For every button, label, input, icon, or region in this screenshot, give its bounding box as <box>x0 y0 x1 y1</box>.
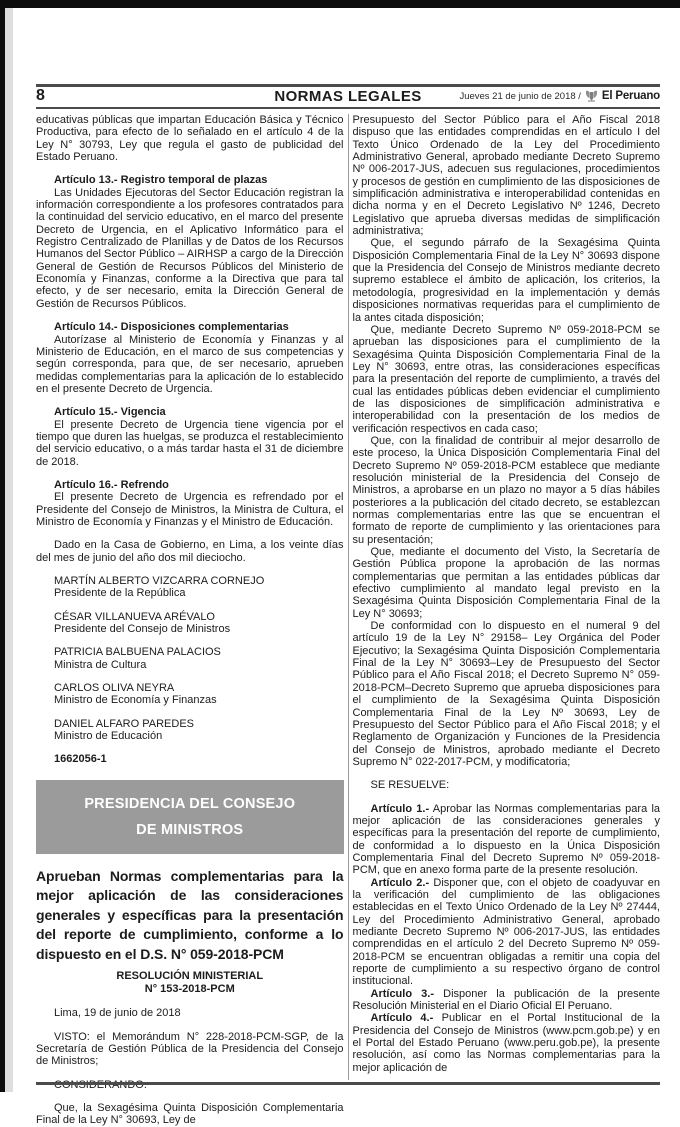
article-heading: Artículo 15.- Vigencia <box>54 406 166 419</box>
peru-coat-of-arms-icon <box>585 90 598 102</box>
paragraph: El presente Decreto de Urgencia es refrendado por el Presidente del Consejo de Ministros, la Ministra de Cultura, el Ministro de Economía y Finanzas y el Ministro de Educación. <box>36 491 344 528</box>
paragraph: Lima, 19 de junio de 2018 <box>54 1007 181 1020</box>
article-heading: Artículo 13.- Registro temporal de plazas <box>54 174 268 187</box>
publication-code: 1662056-1 <box>54 753 107 766</box>
signatory-name: CÉSAR VILLANUEVA ARÉVALO <box>54 610 215 623</box>
resolution-number-line: N° 153-2018-PCM <box>144 983 235 996</box>
paragraph: Autorízase al Ministerio de Economía y Finanzas y al Ministerio de Educación, en el marco de sus competencias y según corresponda, para que, de ser necesario, aprueben medidas complementarias para la aplicación de lo establecido en el presente Decreto de Urgencia. <box>36 333 344 395</box>
section-banner <box>36 780 344 854</box>
article-label: Artículo 2.- <box>370 876 430 889</box>
signatory-name: PATRICIA BALBUENA PALACIOS <box>54 646 221 659</box>
paragraph: VISTO: el Memorándum N° 228-2018-PCM-SGP, de la Secretaría de Gestión Pública de la Presidencia del Consejo de Ministros; <box>36 1030 344 1068</box>
article-heading: Artículo 14.- Disposiciones complementarias <box>54 321 289 334</box>
paragraph: Que, mediante Decreto Supremo Nº 059-2018-PCM se aprueban las disposiciones para el cumplimiento de la Sexagésima Quinta Disposición Complementaria Final de la Ley N° 30693, entre otras, las consideraciones específicas para la presentación del reporte de cumplimiento, a través del cual las entidades públicas deben evidenciar el cumplimiento de las disposiciones de simplificación administrativa e interoperabilidad con la presentación de los medios de verificación respectivos en cada caso; <box>352 323 660 435</box>
paragraph: De conformidad con lo dispuesto en el numeral 9 del artículo 19 de la Ley N° 29158– Ley Orgánica del Poder Ejecutivo; la Sexagésima Quinta Disposición Complementaria Final de la Ley N° 30693–Ley de Presupuesto del Sector Público para el Año Fiscal 2018; el Decreto Supremo N° 059-2018-PCM–Decreto Supremo que aprueba disposiciones para el cumplimiento de la Sexagésima Quinta Disposición Complementaria Final de la Ley Nº 30693, Ley de Presupuesto del Sector Público para el Año Fiscal 2018; y el Reglamento de Organización y Funciones de la Presidencia del Consejo de Ministros, aprobado mediante el Decreto Supremo N° 022-2017-PCM, y modificatoria; <box>352 620 660 768</box>
brand-name: El Peruano <box>601 90 660 102</box>
article-label: Artículo 4.- <box>370 1012 434 1025</box>
signatory-role: Ministro de Educación <box>54 730 163 743</box>
signatory-role: Ministra de Cultura <box>54 658 147 671</box>
paragraph: Que, el segundo párrafo de la Sexagésima Quinta Disposición Complementaria Final de la Ley N° 30693 dispone que la Presidencia del Consejo de Ministros mediante decreto supremo establece el ámbito de aplicación, los criterios, la metodología, progresividad en la implementación y demás disposiciones normativas requeridas para el cumplimiento de la antes citada disposición; <box>352 237 660 324</box>
scan-edge-top <box>0 0 680 8</box>
paragraph: educativas públicas que impartan Educación Básica y Técnico Productiva, para efecto de lo señalado en el artículo 4 de la Ley N° 30793, Ley que regula el gasto de publicidad del Estado Peruano. <box>36 114 344 164</box>
paragraph: Que, la Sexagésima Quinta Disposición Complementaria Final de la Ley N° 30693, Ley de <box>36 1102 344 1127</box>
section-banner-line: DE MINISTROS <box>136 821 244 838</box>
left-column <box>36 114 344 1127</box>
paragraph: SE RESUELVE: <box>370 779 450 792</box>
signature-block <box>36 682 344 707</box>
column-divider <box>348 114 349 1080</box>
paragraph: Presupuesto del Sector Público para el Año Fiscal 2018 dispuso que las entidades comprendidas en el artículo I del Texto Único Ordenado de la Ley del Procedimiento Administrativo General, aprobado mediante Decreto Supremo Nº 006-2017-JUS, adecuen sus regulaciones, procedimientos y procesos de gestión en cumplimiento de las disposiciones de simplificación administrativa e interoperabilidad contenidas en dicha norma y en el Decreto Legislativo Nº 1246, Decreto Legislativo que aprueba diversas medidas de simplificación administrativa; <box>352 114 660 238</box>
signatory-name: MARTÍN ALBERTO VIZCARRA CORNEJO <box>54 575 265 587</box>
masthead-title: NORMAS LEGALES <box>274 87 422 105</box>
paragraph: Dado en la Casa de Gobierno, en Lima, a los veinte días del mes de junio del año dos mil dieciocho. <box>36 539 344 564</box>
paragraph: Las Unidades Ejecutoras del Sector Educación registran la información correspondiente a los profesores contratados para la continuidad del servicio educativo, en el marco del presente Decreto de Urgencia, en el Aplicativo Informático para el Registro Centralizado de Planillas y de Datos de los Recursos Humanos del Sector Público – AIRHSP a cargo de la Dirección General de Gestión de Recursos Públicos del Ministerio de Economía y Finanzas, conforme a la Directiva que para tal efecto, y de ser necesario, emita la Dirección General de Gestión de Recursos Públicos. <box>36 186 344 310</box>
signature-block <box>36 611 344 636</box>
resolution-number-line: RESOLUCIÓN MINISTERIAL <box>116 970 264 983</box>
signatory-name: CARLOS OLIVA NEYRA <box>54 682 175 695</box>
page-header <box>36 86 660 106</box>
signature-block <box>36 718 344 743</box>
resolution-title: Aprueban Normas complementarias para la mejor aplicación de las consideraciones generales y específicas para la presentación del reporte de cumplimiento, conforme a lo dispuesto en el D.S. N° 059-2018-PCM <box>36 867 344 962</box>
paragraph: Artículo 4.- Publicar en el Portal Institucional de la Presidencia del Consejo de Ministros (www.pcm.gob.pe) y en el Portal del Estado Peruano (www.peru.gob.pe), la presente resolución, así como las Normas complementarias para la mejor aplicación de <box>352 1012 660 1074</box>
signature-block <box>36 646 344 671</box>
paragraph: Artículo 3.- Disponer la publicación de la presente Resolución Ministerial en el Diario Oficial El Peruano. <box>352 987 661 1013</box>
article-body <box>36 114 661 1127</box>
resolution-number <box>36 970 344 996</box>
header-dateline <box>459 90 660 102</box>
scan-edge-left-shadow <box>5 8 13 1092</box>
paragraph: Que, mediante el documento del Visto, la Secretaría de Gestión Pública propone la aprobación de las normas complementarias que permitan a las entidades públicas dar efectivo cumplimiento al mandato legal previsto en la Sexagésima Quinta Disposición Complementaria Final de la Ley N° 30693; <box>352 546 660 620</box>
page-number: 8 <box>36 87 45 104</box>
paragraph: El presente Decreto de Urgencia tiene vigencia por el tiempo que duren las huelgas, se produzca el restablecimiento del servicio educativo, o a más tardar hasta el 31 de diciembre de 2018. <box>36 418 344 468</box>
signatory-role: Presidente de la República <box>54 587 186 600</box>
signatory-name: DANIEL ALFARO PAREDES <box>54 717 194 730</box>
signature-block <box>36 575 344 600</box>
signatory-role: Ministro de Economía y Finanzas <box>54 694 217 707</box>
section-banner-line: PRESIDENCIA DEL CONSEJO <box>84 795 296 812</box>
header-date-text: Jueves 21 de junio de 2018 / <box>459 90 581 102</box>
right-column <box>353 114 661 1080</box>
paragraph: Que, con la finalidad de contribuir al mejor desarrollo de este proceso, la Única Disposición Complementaria Final del Decreto Supremo Nº 059-2018-PCM establece que mediante resolución ministerial de la Presidencia del Consejo de Ministros, a aprobarse en un plazo no mayor a 5 días hábiles posteriores a la publicación del citado decreto, se establezcan normas complementarias entre las que se encuentran el formato de reporte de cumplimiento y las orientaciones para su presentación; <box>352 434 660 546</box>
article-label: Artículo 1.- <box>370 802 430 815</box>
paragraph: Artículo 1.- Aprobar las Normas complementarias para la mejor aplicación de las consideraciones generales y específicas para la presentación del reporte de cumplimiento, de conformidad a lo dispuesto en la Única Disposición Complementaria Final del Decreto Supremo Nº 059-2018-PCM, que en anexo forma parte de la presente resolución. <box>352 802 661 877</box>
header-bottom-rule <box>36 107 660 109</box>
signatory-role: Presidente del Consejo de Ministros <box>54 623 231 636</box>
footer-rule <box>36 1082 660 1085</box>
article-heading: Artículo 16.- Refrendo <box>54 478 169 491</box>
article-label: Artículo 3.- <box>370 987 435 1000</box>
paragraph: Artículo 2.- Disponer que, con el objeto de coadyuvar en la verificación del cumplimiento de las obligaciones establecidas en el Texto Único Ordenado de la Ley Nº 27444, Ley del Procedimiento Administrativo General, aprobado mediante Decreto Supremo Nº 006-2017-JUS, las entidades comprendidas en el artículo 2 del Decreto Supremo Nº 059-2018-PCM se encuentran obligadas a remitir una copia del reporte de cumplimiento a su respectivo órgano de control institucional. <box>352 876 660 988</box>
